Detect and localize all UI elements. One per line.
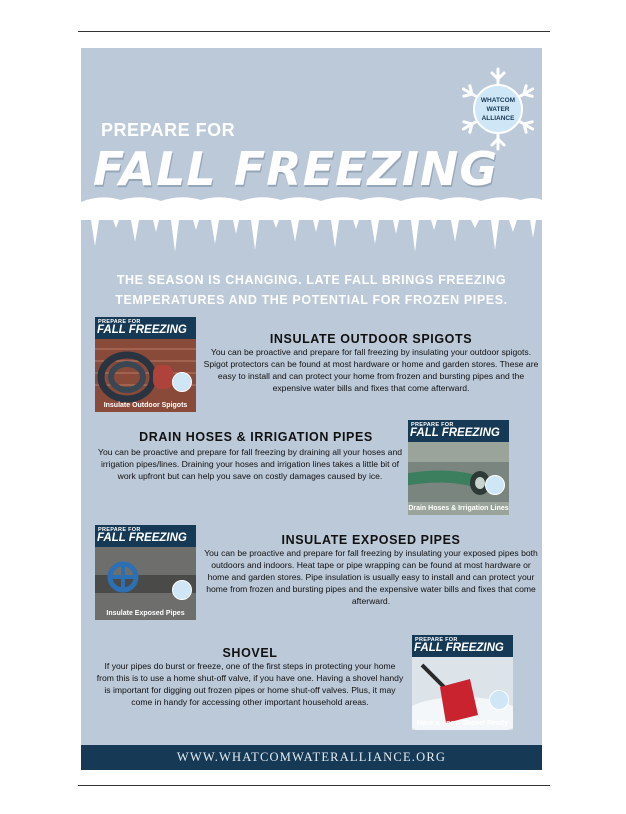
thumb-prepare-for: PREPARE FOR bbox=[415, 637, 458, 643]
section-body-spigots: You can be proactive and prepare for fall freezing by insulating your outdoor spigots. Spigot protectors can be found at most hardware or home and garden stores. These are easy to install and can protect your home from frozen and bursting pipes and the expensive water bills and fixes that come afterward. bbox=[203, 347, 539, 393]
bottom-rule bbox=[78, 785, 550, 786]
thumb-exposed-pipes bbox=[95, 525, 196, 620]
thumb-caption: Drain Hoses & Irrigation Lines bbox=[408, 505, 509, 512]
section-body-exposed-pipes: You can be proactive and prepare for fall freezing by insulating your exposed pipes both outdoors and indoors. Heat tape or pipe wrapping can be found at most hardware or home and garden stores. Pipe insulation is usually easy to install and can protect your home from frozen and bursting pipes and the expensive water bills and fixes that come afterward. bbox=[204, 548, 538, 606]
thumb-prepare-for: PREPARE FOR bbox=[98, 527, 141, 533]
thumb-logo-icon bbox=[489, 690, 509, 710]
section-title-exposed-pipes: INSULATE EXPOSED PIPES bbox=[281, 533, 461, 547]
thumb-prepare-for: PREPARE FOR bbox=[411, 422, 454, 428]
thumb-title: FALL FREEZING bbox=[97, 532, 187, 544]
thumb-logo-icon bbox=[172, 372, 192, 392]
section-title-hoses: DRAIN HOSES & IRRIGATION PIPES bbox=[139, 430, 373, 444]
tagline bbox=[81, 270, 542, 310]
section-body-shovel: If your pipes do burst or freeze, one of the first steps in protecting your home from this is to use a home shut-off valve, if you have one. Having a shovel handy is important for digging out frozen pipes or home shut-off valves. Plus, it may come in handy for accessing other important household areas. bbox=[96, 661, 404, 707]
section-title-shovel: SHOVEL bbox=[222, 646, 278, 660]
section-title-spigots: INSULATE OUTDOOR SPIGOTS bbox=[269, 332, 473, 346]
flyer bbox=[81, 48, 542, 770]
thumb-hoses bbox=[408, 420, 509, 515]
logo-text-3: ALLIANCE bbox=[481, 115, 515, 122]
top-rule bbox=[78, 31, 550, 32]
prepare-for-heading: PREPARE FOR bbox=[101, 120, 236, 140]
fall-freezing-title: FALL FREEZING bbox=[93, 142, 499, 196]
thumb-shovel bbox=[412, 635, 513, 730]
thumb-title: FALL FREEZING bbox=[410, 427, 500, 439]
thumb-caption: Insulate Outdoor Spigots bbox=[103, 402, 188, 409]
logo-text-1: WHATCOM bbox=[480, 97, 516, 104]
thumb-prepare-for: PREPARE FOR bbox=[98, 319, 141, 325]
thumb-spigots bbox=[95, 317, 196, 412]
thumb-title: FALL FREEZING bbox=[414, 642, 504, 654]
thumb-logo-icon bbox=[485, 475, 505, 495]
tagline-line-2: TEMPERATURES AND THE POTENTIAL FOR FROZEN PIPES. bbox=[115, 293, 508, 307]
tagline-line-1: THE SEASON IS CHANGING. LATE FALL BRINGS FREEZING bbox=[116, 273, 507, 287]
thumb-caption: Insulate Exposed Pipes bbox=[106, 610, 185, 617]
section-body-hoses: You can be proactive and prepare for fall freezing by draining all your hoses and irrigation pipes/lines. Draining your hoses and irrigation lines takes a little bit of work upfront but can help you save on costly damages caused by ice. bbox=[98, 447, 402, 481]
footer-url[interactable]: WWW.WHATCOMWATERALLIANCE.ORG bbox=[81, 745, 542, 770]
icicle-band bbox=[81, 194, 542, 256]
snowflake-logo bbox=[455, 66, 541, 152]
thumb-title: FALL FREEZING bbox=[97, 324, 187, 336]
thumb-logo-icon bbox=[172, 580, 192, 600]
logo-text-2: WATER bbox=[486, 106, 510, 113]
thumb-caption: Have a Snow Shovel Ready bbox=[416, 720, 509, 727]
